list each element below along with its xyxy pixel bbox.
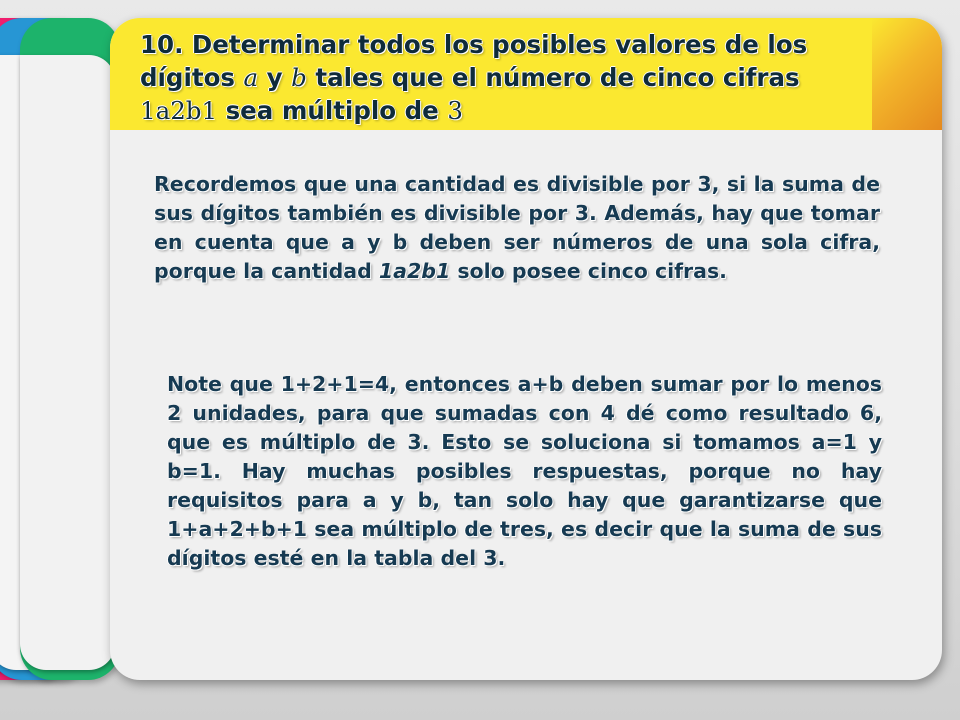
paragraph-1-number: 1a2b1 [378, 259, 451, 283]
title-var-a: a [243, 63, 259, 92]
paragraph-1-text-end: solo posee cinco cifras. [450, 259, 727, 283]
slide-card [110, 18, 942, 680]
paragraph-1-text: Recordemos que una cantidad es divisible por 3, si la suma de sus dígitos también es divisible por 3. Además, hay que tomar en cuenta que a y b deben ser números de una sola cifra, porque la cantidad [154, 172, 880, 283]
slide-title [140, 28, 840, 127]
corner-accent [872, 18, 942, 130]
title-prefix: 10. Determinar todos los posibles valores de los dígitos [140, 30, 808, 92]
title-var-b: b [291, 63, 307, 92]
title-and: y [258, 63, 292, 92]
paragraph-2-text: Note que 1+2+1=4, entonces a+b deben sumar por lo menos 2 unidades, para que sumadas con 4 dé como resultado 6, que es múltiplo de 3. Esto se soluciona si tomamos a=1 y b=1. Hay muchas posibles respuestas, porque no hay requisitos para a y b, tan solo hay que garantizarse que 1+a+2+b+1 sea múltiplo de tres, es decir que la suma de sus dígitos esté en la tabla del 3. [167, 372, 882, 570]
title-divisor: 3 [447, 96, 463, 125]
title-middle: tales que el número de cinco cifras [306, 63, 800, 92]
green-tab-page [20, 55, 115, 670]
title-number: 1a2b1 [140, 96, 218, 125]
title-suffix: sea múltiplo de [217, 96, 448, 125]
paragraph-solution [167, 370, 882, 573]
paragraph-divisibility-rule [154, 170, 880, 286]
